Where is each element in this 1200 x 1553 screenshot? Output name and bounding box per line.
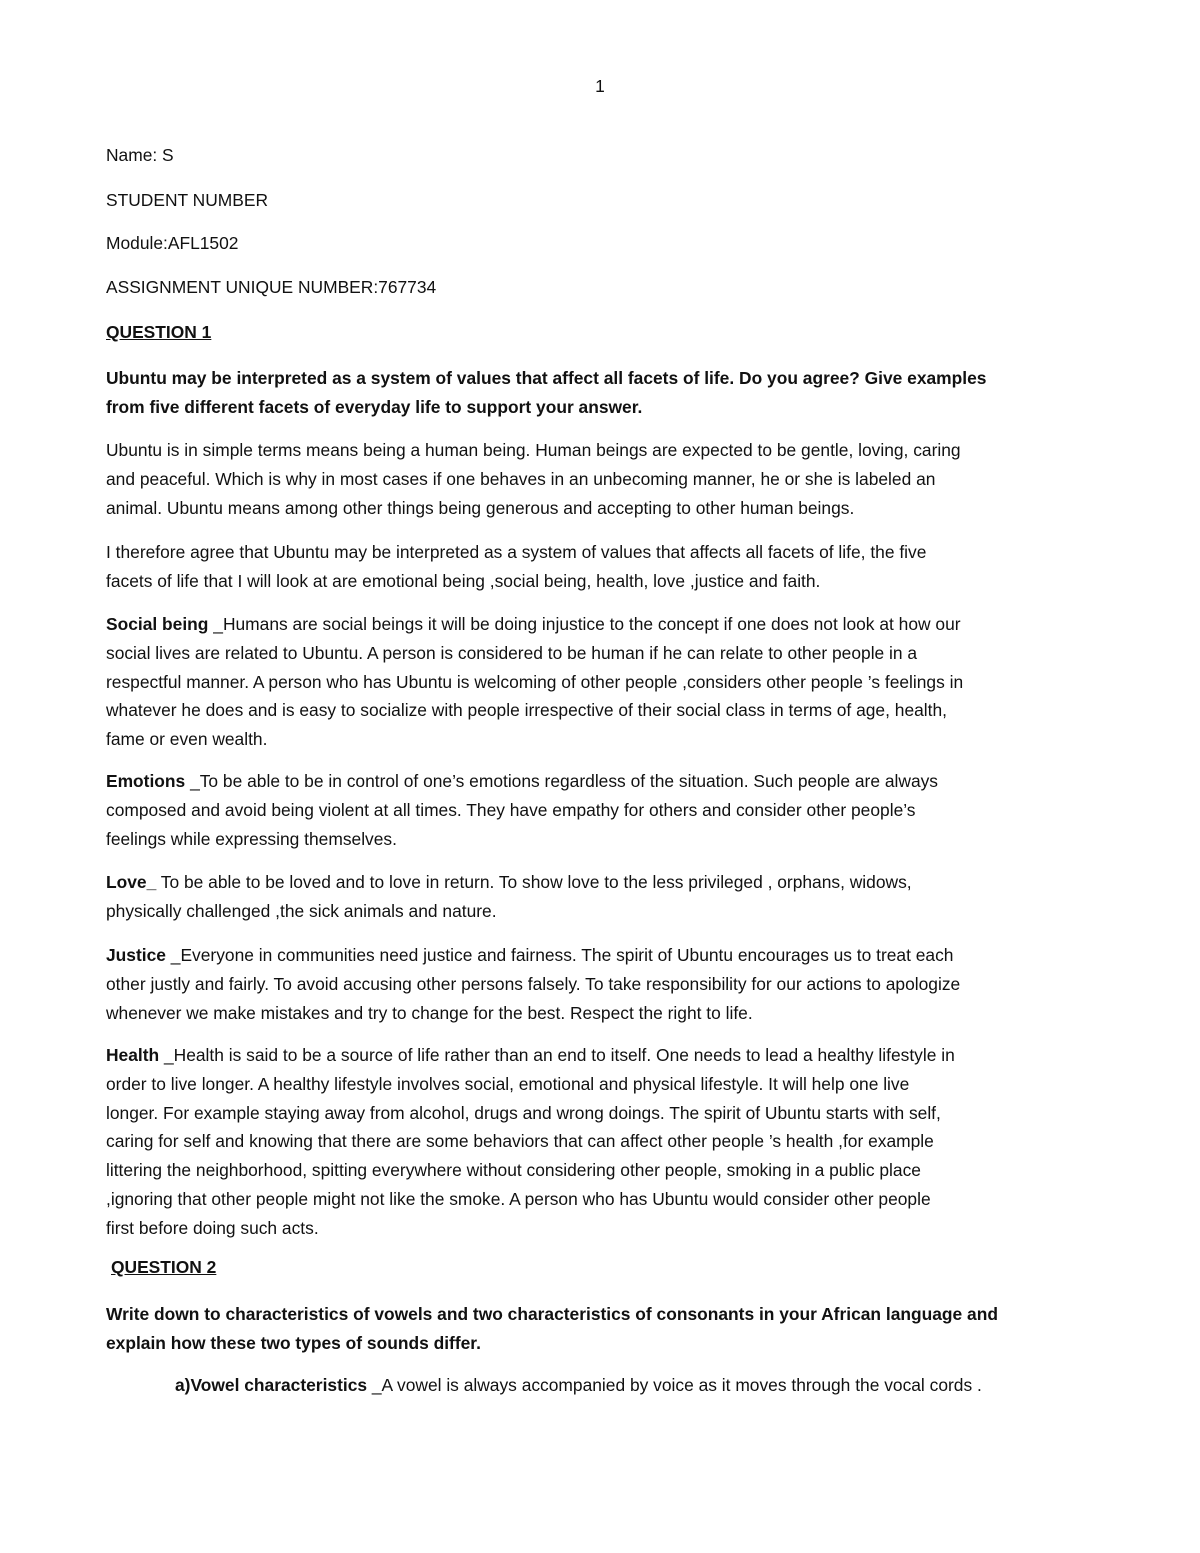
- text-span: _A vowel is always accompanied by voice as it moves through the vocal cords .: [367, 1375, 982, 1395]
- student-number-label: STUDENT NUMBER: [106, 190, 269, 210]
- text-line: ,ignoring that other people might not like the smoke. A person who has Ubuntu would consider other people: [106, 1188, 931, 1209]
- page-number: 1: [595, 76, 605, 96]
- intro-paragraph: [106, 436, 1100, 522]
- prompt-line: Write down to characteristics of vowels and two characteristics of consonants in your African language and: [106, 1304, 998, 1324]
- text-span: _Health is said to be a source of life rather than an end to itself. One needs to lead a healthy lifestyle in: [159, 1045, 955, 1065]
- health-label: Health: [106, 1045, 160, 1065]
- love-paragraph: [106, 868, 1100, 926]
- text-line: whatever he does and is easy to socialize with people irrespective of their social class in terms of age, health,: [106, 700, 947, 721]
- text-line: physically challenged ,the sick animals and nature.: [106, 900, 497, 921]
- text-line: [106, 767, 1100, 796]
- vowel-characteristics-item: [175, 1375, 982, 1396]
- text-span: To be able to be loved and to love in return. To show love to the less privileged , orphans, widows,: [156, 872, 912, 892]
- emotions-label: Emotions: [106, 771, 186, 791]
- text-line: first before doing such acts.: [106, 1217, 319, 1238]
- question-1-prompt: [106, 364, 1100, 422]
- text-line: littering the neighborhood, spitting everywhere without considering other people, smoking in a public place: [106, 1160, 921, 1181]
- agree-paragraph: [106, 538, 1100, 596]
- text-line: feelings while expressing themselves.: [106, 828, 397, 849]
- love-label: Love_: [106, 872, 157, 892]
- justice-label: Justice: [106, 945, 166, 965]
- text-line: I therefore agree that Ubuntu may be interpreted as a system of values that affects all facets of life, the five: [106, 542, 927, 562]
- text-span: _To be able to be in control of one’s emotions regardless of the situation. Such people are always: [185, 771, 939, 791]
- justice-paragraph: [106, 941, 1100, 1027]
- text-line: order to live longer. A healthy lifestyle involves social, emotional and physical lifestyle. It will help one live: [106, 1073, 910, 1094]
- assignment-number: ASSIGNMENT UNIQUE NUMBER:767734: [106, 277, 437, 297]
- text-line: composed and avoid being violent at all times. They have empathy for others and consider other people’s: [106, 799, 916, 820]
- text-line: animal. Ubuntu means among other things being generous and accepting to other human beings.: [106, 497, 855, 518]
- vowel-label: a)Vowel characteristics: [175, 1375, 368, 1395]
- student-name: Name: S: [106, 145, 174, 165]
- prompt-line: Ubuntu may be interpreted as a system of values that affect all facets of life. Do you agree? Give examples: [106, 368, 987, 388]
- text-line: whenever we make mistakes and try to change for the best. Respect the right to life.: [106, 1002, 753, 1023]
- text-line: caring for self and knowing that there are some behaviors that can affect other people ’s health ,for example: [106, 1131, 934, 1152]
- text-line: social lives are related to Ubuntu. A person is considered to be human if he can relate to other people in a: [106, 642, 918, 663]
- question-2-prompt: [106, 1300, 1100, 1358]
- text-line: respectful manner. A person who has Ubuntu is welcoming of other people ,considers other people ’s feelings in: [106, 671, 964, 692]
- text-line: and peaceful. Which is why in most cases if one behaves in an unbecoming manner, he or she is labeled an: [106, 468, 936, 489]
- text-line: [106, 610, 1100, 639]
- health-paragraph: [106, 1041, 1100, 1243]
- text-line: [106, 868, 1100, 897]
- text-line: [106, 941, 1100, 970]
- text-line: fame or even wealth.: [106, 729, 268, 750]
- prompt-line: explain how these two types of sounds differ.: [106, 1332, 481, 1353]
- module-code: Module:AFL1502: [106, 233, 239, 253]
- prompt-line: from five different facets of everyday life to support your answer.: [106, 396, 643, 417]
- text-line: other justly and fairly. To avoid accusing other persons falsely. To take responsibility for our actions to apologize: [106, 973, 961, 994]
- text-line: facets of life that I will look at are emotional being ,social being, health, love ,justice and faith.: [106, 570, 821, 591]
- emotions-paragraph: [106, 767, 1100, 853]
- text-line: [106, 1041, 1100, 1070]
- question-1-heading: QUESTION 1: [106, 322, 212, 342]
- social-being-label: Social being: [106, 614, 209, 634]
- text-span: _Humans are social beings it will be doing injustice to the concept if one does not look at how our: [208, 614, 961, 634]
- question-2-heading: QUESTION 2: [111, 1257, 217, 1277]
- text-span: _Everyone in communities need justice and fairness. The spirit of Ubuntu encourages us to treat each: [165, 945, 954, 965]
- social-being-paragraph: [106, 610, 1100, 754]
- text-line: Ubuntu is in simple terms means being a human being. Human beings are expected to be gentle, loving, caring: [106, 440, 961, 460]
- text-line: longer. For example staying away from alcohol, drugs and wrong doings. The spirit of Ubuntu starts with self,: [106, 1102, 941, 1123]
